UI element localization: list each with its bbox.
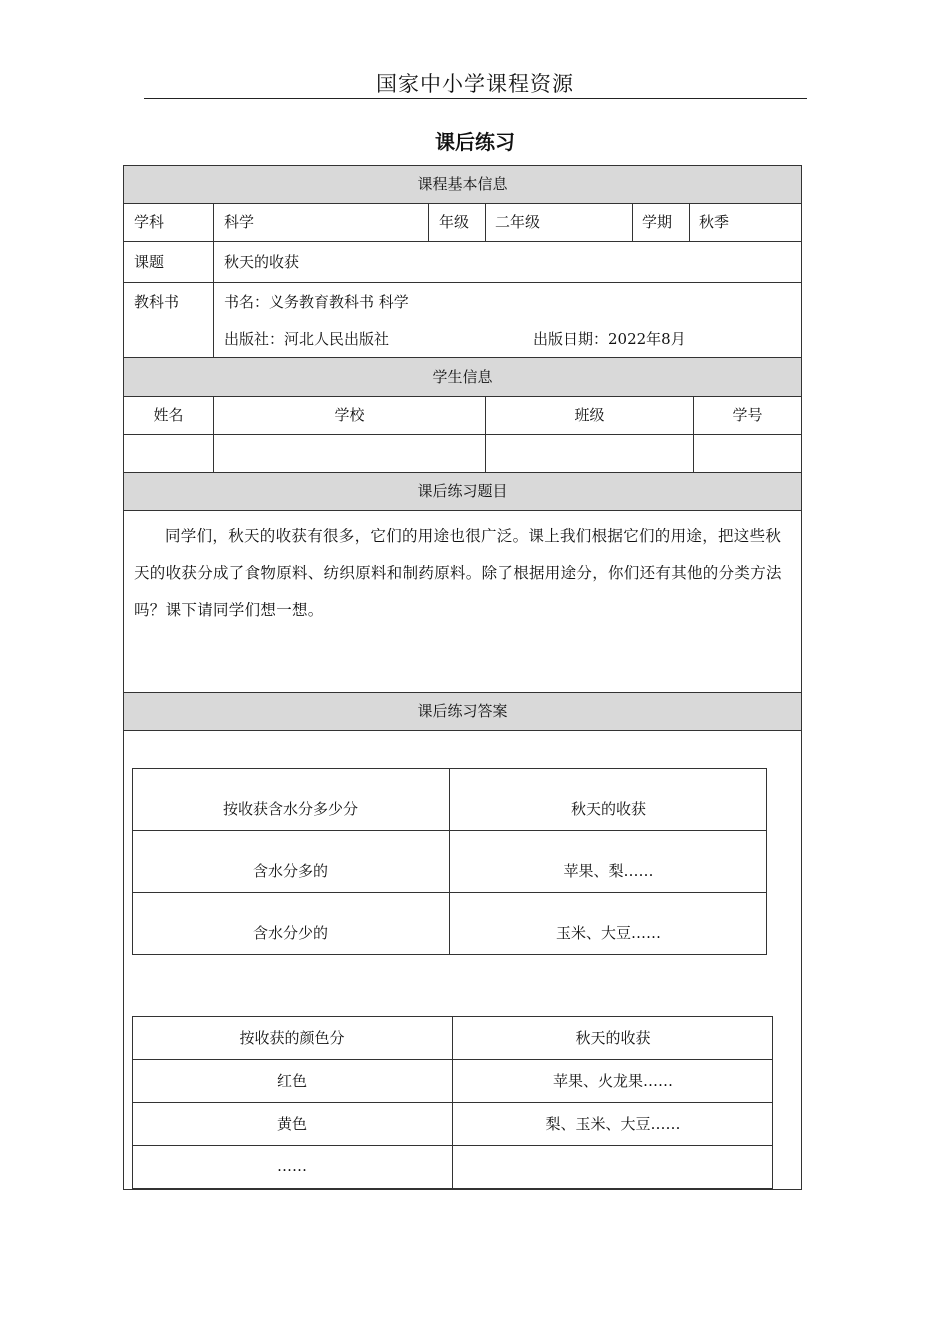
document-title: 课后练习 [435,130,515,154]
header-rule [144,98,807,99]
divider [123,203,802,204]
student-col-school: 学校 [334,406,365,424]
grade-label: 年级 [439,213,470,231]
divider [123,282,802,283]
table-header: 按收获的颜色分 [239,1029,345,1047]
divider [123,730,802,731]
course-info-header: 课程基本信息 [124,166,801,203]
divider [132,892,767,893]
divider [428,203,429,241]
student-col-class: 班级 [574,406,605,424]
divider [123,434,802,435]
student-col-name: 姓名 [153,406,184,424]
table-cell: 玉米、大豆…… [555,924,661,942]
term-label: 学期 [642,213,673,231]
divider [689,203,690,241]
table-cell: …… [277,1157,307,1175]
publisher: 出版社：河北人民出版社 [224,330,390,348]
exercise-question: 同学们，秋天的收获有很多，它们的用途也很广泛。课上我们根据它们的用途，把这些秋天的收获分成了食物原料、纺织原料和制药原料。除了根据用途分，你们还有其他的分类方法吗？课下请同学们想一想。 [134,527,782,619]
grade-value: 二年级 [495,213,541,231]
exercise-header: 课后练习题目 [124,473,801,510]
table-cell: 含水分少的 [252,924,328,942]
table-header: 秋天的收获 [570,800,646,818]
term-value: 秋季 [699,213,730,231]
divider [132,830,767,831]
table-cell: 苹果、火龙果…… [552,1072,673,1090]
topic-label: 课题 [134,253,165,271]
site-title: 国家中小学课程资源 [376,72,574,96]
table-cell: 苹果、梨…… [563,862,654,880]
divider [213,203,214,357]
student-info-header: 学生信息 [124,358,801,396]
answer-header: 课后练习答案 [124,693,801,730]
student-col-id: 学号 [732,406,763,424]
divider [132,1145,773,1146]
subject-label: 学科 [134,213,165,231]
table-cell: 含水分多的 [252,862,328,880]
divider [485,203,486,241]
book-name: 书名：义务教育教科书 科学 [224,293,409,311]
divider [632,203,633,241]
textbook-label: 教科书 [134,293,180,311]
table-cell: 梨、玉米、大豆…… [545,1115,681,1133]
topic-value: 秋天的收获 [224,253,300,271]
divider [123,510,802,511]
divider [132,1059,773,1060]
divider [123,241,802,242]
table-header: 秋天的收获 [575,1029,651,1047]
divider [123,396,802,397]
publish-date: 出版日期：2022年8月 [533,330,686,348]
subject-value: 科学 [224,213,255,231]
table-cell: 红色 [276,1072,307,1090]
table-header: 按收获含水分多少分 [222,800,358,818]
divider [132,1102,773,1103]
table-cell: 黄色 [276,1115,307,1133]
